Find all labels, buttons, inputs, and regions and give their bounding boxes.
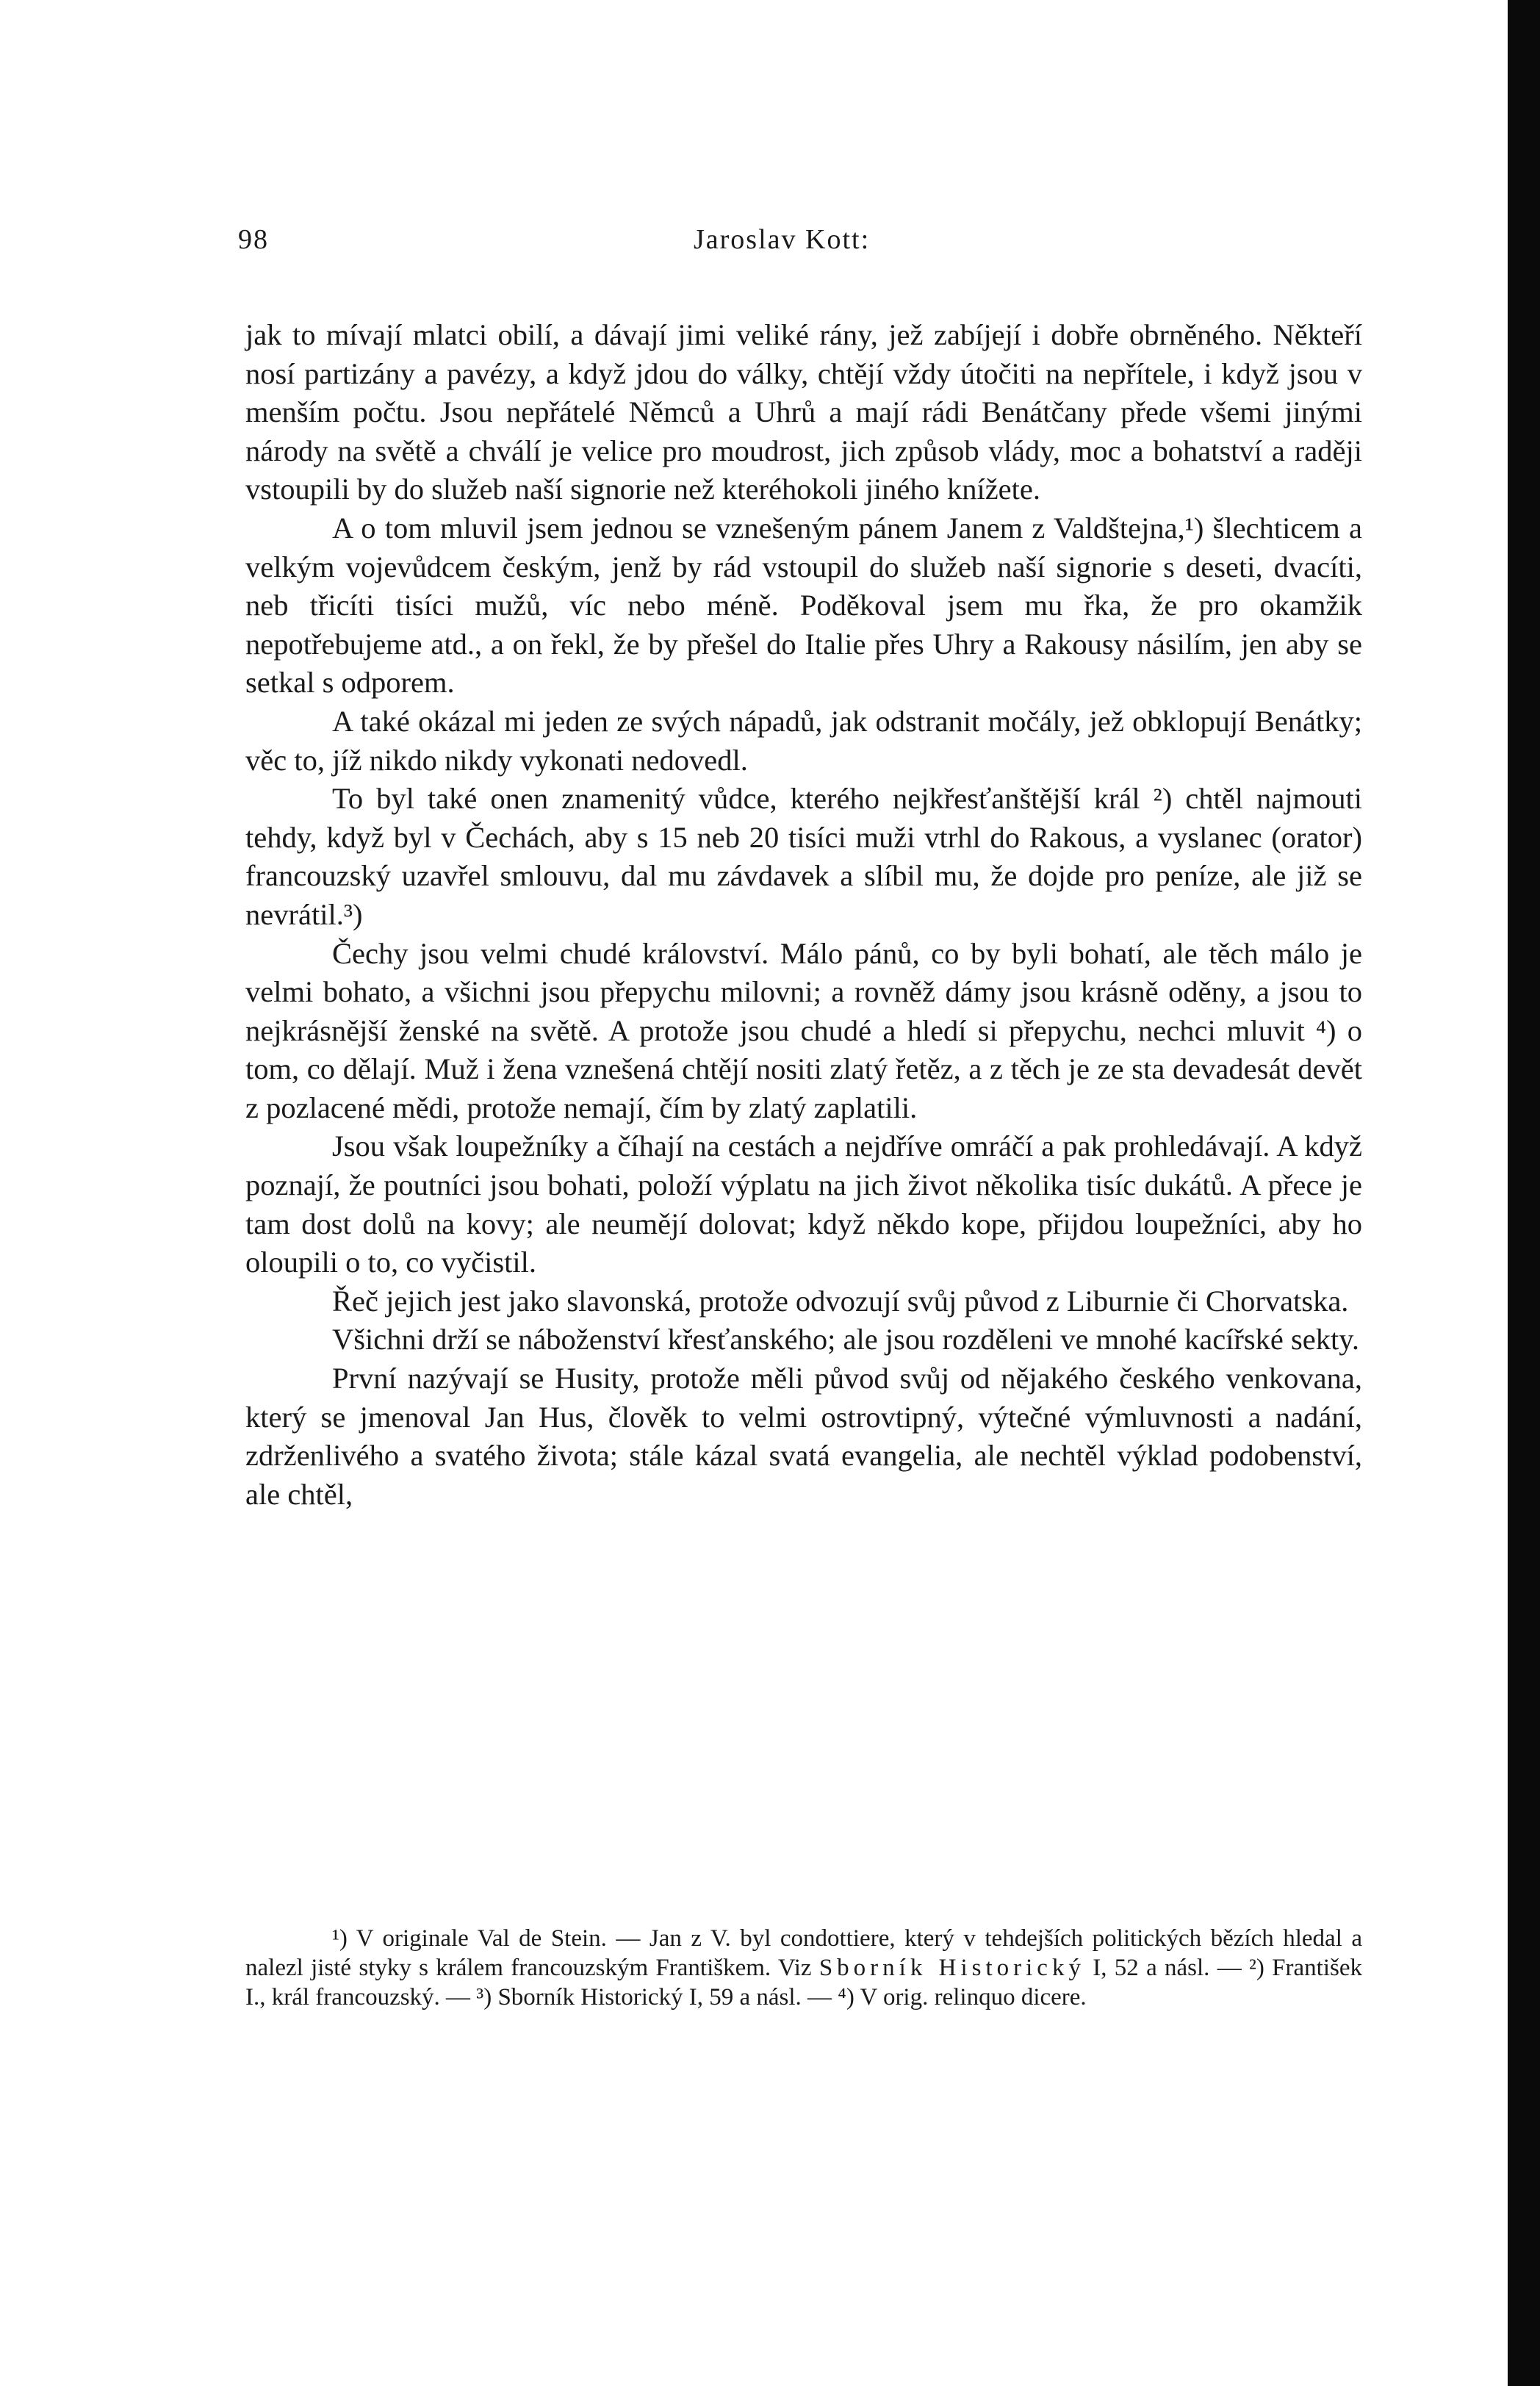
page-header — [0, 223, 1508, 267]
paragraph: První nazývají se Husity, protože měli původ svůj od nějakého českého venkovana, který se jmenoval Jan Hus, člověk to velmi ostrovtipný, výtečné výmluvnosti a nadání, zdrženlivého a svatého života; stále kázal svatá evangelia, ale nechtěl výklad podobenství, ale chtěl, — [245, 1362, 1362, 1511]
paragraph: Jsou však loupežníky a číhají na cestách a nejdříve omráčí a pak prohledávají. A když poznají, že poutníci jsou bohati, položí výplatu na jich život několika tisíc dukátů. A přece je tam dost dolů na kovy; ale neumějí dolovat; když někdo kope, přijdou loupežníci, aby ho oloupili o to, co vyčistil. — [245, 1129, 1362, 1279]
paragraph: A o tom mluvil jsem jednou se vznešeným pánem Janem z Valdštejna,¹) šlechticem a velkým vojevůdcem českým, jenž by rád vstoupil do služeb naší signorie s deseti, dvacíti, neb třicíti tisíci mužů, víc nebo méně. Poděkoval jsem mu řka, že pro okamžik nepotřebujeme atd., a on řekl, že by přešel do Italie přes Uhry a Rakousy násilím, jen aby se setkal s odporem. — [245, 511, 1362, 700]
footnote-part: ¹) V originale Val de Stein. — Jan z V. byl condottiere, který v tehdejších politických bězích hledal a nalezl jisté styky s králem francouzským Františkem. Viz — [245, 1925, 1362, 1981]
paragraph: Všichni drží se náboženství křesťanského; ale jsou rozděleni ve mnohé kacířské sekty. — [332, 1323, 1360, 1357]
paragraph: Řeč jejich jest jako slavonská, protože odvozují svůj původ z Liburnie či Chorvatska. — [332, 1284, 1349, 1318]
body-text — [245, 316, 1362, 1514]
footnote-part: I, 52 a násl. — ²) František I., král francouzský. — ³) Sborník Historický I, 59 a násl. — ⁴) V orig. relinquo dicere. — [245, 1955, 1362, 2011]
paragraph: A také okázal mi jeden ze svých nápadů, jak odstranit močály, jež obklopují Benátky; věc to, jíž nikdo nikdy vykonati nedovedl. — [245, 704, 1362, 777]
running-head: Jaroslav Kott: — [694, 224, 871, 255]
scan-edge — [1508, 0, 1540, 2386]
paragraph: To byl také onen znamenitý vůdce, kterého nejkřesťanštější král ²) chtěl najmouti tehdy, když byl v Čechách, aby s 15 neb 20 tisíci muži vtrhl do Rakous, a vyslanec (orator) francouzský uzavřel smlouvu, dal mu závdavek a slíbil mu, že dojde pro peníze, ale již se nevrátil.³) — [245, 782, 1362, 931]
footnotes — [245, 1924, 1362, 2012]
paragraph: Čechy jsou velmi chudé království. Málo pánů, co by byli bohatí, ale těch málo je velmi bohato, a všichni jsou přepychu milovni; a rovněž dámy jsou krásně oděny, a jsou to nejkrásnější ženské na světě. A protože jsou chudé a hledí si přepychu, nechci mluvit ⁴) o tom, co dělají. Muž i žena vznešená chtějí nositi zlatý řetěz, a z těch je ze sta devadesát devět z pozlacené mědi, protože nemají, čím by zlatý zaplatili. — [245, 936, 1362, 1124]
footnote-spaced-title: Sborník Historický — [818, 1955, 1085, 1981]
paragraph: jak to mívají mlatci obilí, a dávají jimi veliké rány, jež zabíjejí i dobře obrněného. Někteří nosí partizány a pavézy, a když jdou do války, chtějí vždy útočiti na nepřítele, i když jsou v menším počtu. Jsou nepřátelé Němců a Uhrů a mají rádi Benátčany přede všemi jinými národy na světě a chválí je velice pro moudrost, jich způsob vlády, moc a bohatství a raději vstoupili by do služeb naší signorie než kteréhokoli jiného knížete. — [245, 318, 1362, 506]
footnote-text — [245, 1924, 1362, 2012]
page-number: 98 — [238, 224, 269, 255]
